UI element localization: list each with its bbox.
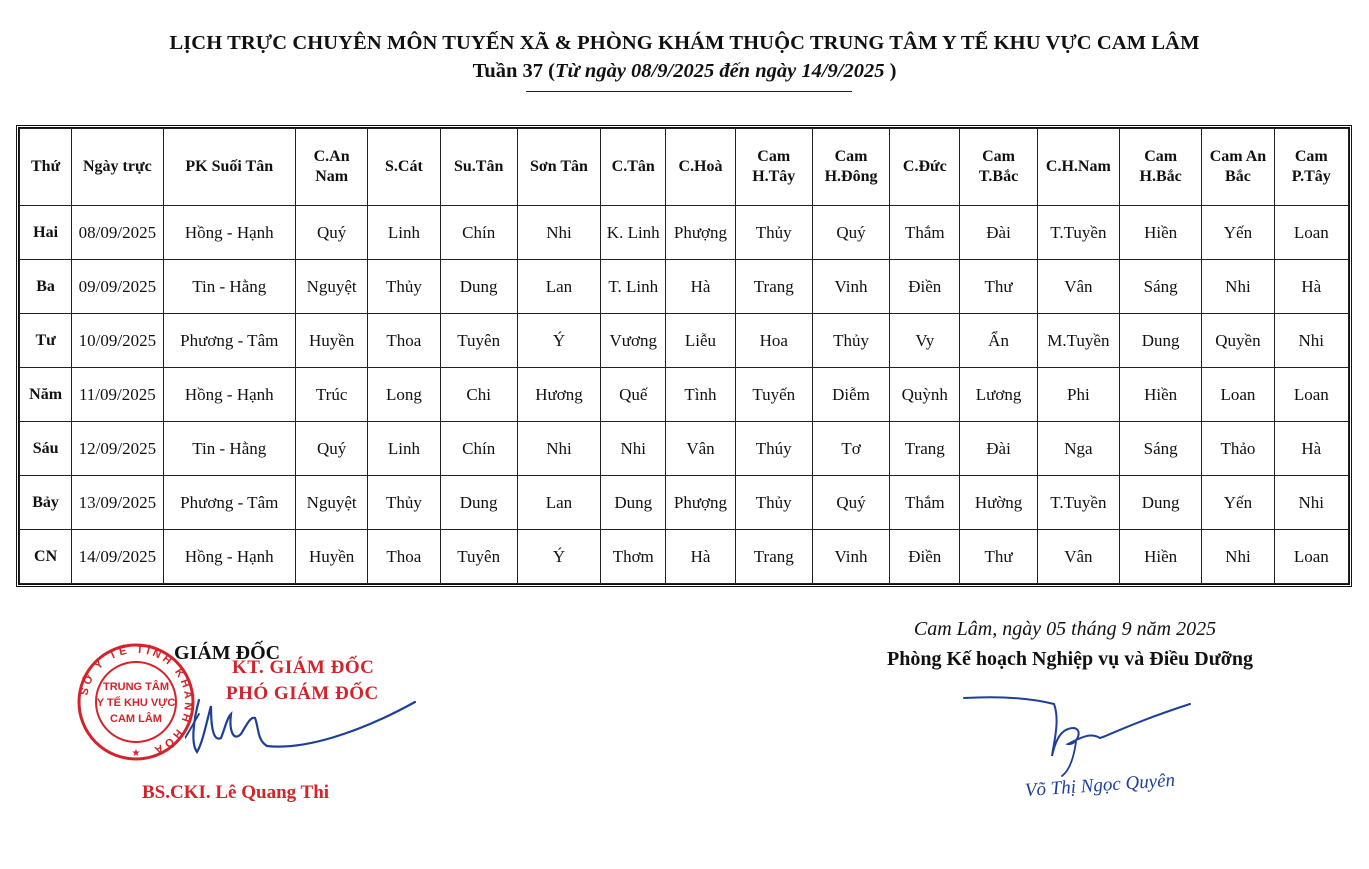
staff-cell: Lan (517, 476, 600, 530)
day-cell: Ba (20, 260, 72, 314)
staff-cell: Nhi (601, 422, 666, 476)
document-title: LỊCH TRỰC CHUYÊN MÔN TUYẾN XÃ & PHÒNG KHÁM THUỘC TRUNG TÂM Y TẾ KHU VỰC CAM LÂM (169, 32, 1200, 54)
range-open: ( (548, 60, 555, 82)
week-label: Tuần 37 (472, 60, 544, 82)
staff-cell: T.Tuyền (1037, 476, 1119, 530)
col-header: S.Cát (368, 129, 440, 206)
staff-cell: Trang (735, 530, 812, 584)
staff-cell: Hà (666, 260, 735, 314)
staff-cell: Tuyến (735, 368, 812, 422)
svg-text:★: ★ (131, 748, 141, 759)
staff-cell: M.Tuyền (1037, 314, 1119, 368)
staff-cell: Thúy (735, 422, 812, 476)
staff-cell: Nhi (1274, 314, 1348, 368)
table-header-row (20, 129, 1349, 206)
staff-cell: Thắm (890, 206, 960, 260)
staff-cell: Loan (1274, 368, 1348, 422)
staff-cell: Yến (1202, 476, 1274, 530)
staff-cell: Loan (1202, 368, 1274, 422)
col-header: C.H.Nam (1037, 129, 1119, 206)
staff-cell: Dung (440, 260, 517, 314)
date-cell: 10/09/2025 (72, 314, 163, 368)
table-row (20, 476, 1349, 530)
staff-cell: Vân (1037, 530, 1119, 584)
col-header: Ngày trực (72, 129, 163, 206)
staff-cell: Nga (1037, 422, 1119, 476)
staff-cell: Nhi (517, 206, 600, 260)
staff-cell: Tin - Hằng (163, 260, 295, 314)
staff-cell: Nhi (1274, 476, 1348, 530)
staff-cell: Linh (368, 422, 440, 476)
table-row (20, 368, 1349, 422)
staff-cell: Ý (517, 314, 600, 368)
staff-cell: Thủy (368, 260, 440, 314)
staff-cell: Yến (1202, 206, 1274, 260)
staff-cell: Hường (960, 476, 1037, 530)
staff-cell: Loan (1274, 530, 1348, 584)
staff-cell: Sáng (1120, 260, 1202, 314)
staff-cell: Vinh (812, 530, 889, 584)
staff-cell: Điền (890, 530, 960, 584)
table-row (20, 260, 1349, 314)
staff-cell: Hà (1274, 260, 1348, 314)
col-header: Cam An Bắc (1202, 129, 1274, 206)
col-header: Cam H.Bắc (1120, 129, 1202, 206)
staff-cell: Lương (960, 368, 1037, 422)
staff-cell: K. Linh (601, 206, 666, 260)
staff-cell: Hồng - Hạnh (163, 530, 295, 584)
staff-cell: Hồng - Hạnh (163, 206, 295, 260)
staff-cell: Ý (517, 530, 600, 584)
staff-cell: Đài (960, 206, 1037, 260)
col-header: C.Đức (890, 129, 960, 206)
staff-cell: Quý (296, 206, 368, 260)
staff-cell: Vy (890, 314, 960, 368)
staff-cell: Thoa (368, 530, 440, 584)
staff-cell: Tơ (812, 422, 889, 476)
svg-text:Y TẾ KHU VỰC: Y TẾ KHU VỰC (96, 697, 176, 709)
staff-cell: Chi (440, 368, 517, 422)
staff-cell: Hoa (735, 314, 812, 368)
range-close: ) (889, 60, 897, 82)
staff-cell: Hiền (1120, 368, 1202, 422)
staff-cell: Nhi (517, 422, 600, 476)
staff-cell: Đài (960, 422, 1037, 476)
staff-cell: Tình (666, 368, 735, 422)
subtitle-underline (526, 91, 852, 92)
staff-cell: Dung (1120, 476, 1202, 530)
department-name: Phòng Kế hoạch Nghiệp vụ và Điều Dưỡng (887, 648, 1253, 670)
department-signature-icon (958, 690, 1198, 780)
staff-cell: Long (368, 368, 440, 422)
place-date: Cam Lâm, ngày 05 tháng 9 năm 2025 (913, 618, 1217, 640)
table-row (20, 530, 1349, 584)
col-header: PK Suối Tân (163, 129, 295, 206)
date-cell: 13/09/2025 (72, 476, 163, 530)
date-range: Từ ngày 08/9/2025 đến ngày 14/9/2025 (555, 60, 885, 82)
table-row (20, 314, 1349, 368)
staff-cell: Nguyệt (296, 260, 368, 314)
staff-cell: Thoa (368, 314, 440, 368)
day-cell: CN (20, 530, 72, 584)
staff-cell: Phượng (666, 206, 735, 260)
staff-cell: Dung (1120, 314, 1202, 368)
day-cell: Tư (20, 314, 72, 368)
staff-cell: Dung (440, 476, 517, 530)
col-header: C.Hoà (666, 129, 735, 206)
col-header: Cam H.Tây (735, 129, 812, 206)
staff-cell: Thủy (735, 206, 812, 260)
staff-cell: Thư (960, 260, 1037, 314)
staff-cell: Phương - Tâm (163, 314, 295, 368)
staff-cell: Tin - Hằng (163, 422, 295, 476)
department-signer-name: Võ Thị Ngọc Quyên (1024, 769, 1176, 802)
deputy-director-label: PHÓ GIÁM ĐỐC (226, 683, 379, 704)
date-cell: 14/09/2025 (72, 530, 163, 584)
staff-cell: Quý (812, 206, 889, 260)
col-header: Cam T.Bắc (960, 129, 1037, 206)
staff-cell: Liễu (666, 314, 735, 368)
staff-cell: Thủy (368, 476, 440, 530)
col-header: Cam H.Đông (812, 129, 889, 206)
staff-cell: Hiền (1120, 206, 1202, 260)
table-body (20, 206, 1349, 584)
director-title: GIÁM ĐỐC (174, 642, 281, 664)
date-cell: 09/09/2025 (72, 260, 163, 314)
staff-cell: Thắm (890, 476, 960, 530)
schedule-table-frame (16, 125, 1352, 587)
kt-director-label: KT. GIÁM ĐỐC (232, 657, 375, 678)
date-cell: 08/09/2025 (72, 206, 163, 260)
staff-cell: Trang (890, 422, 960, 476)
day-cell: Hai (20, 206, 72, 260)
director-signature-icon (185, 694, 425, 764)
staff-cell: Thủy (812, 314, 889, 368)
staff-cell: Sáng (1120, 422, 1202, 476)
director-name: BS.CKI. Lê Quang Thi (142, 782, 330, 803)
staff-cell: Chín (440, 206, 517, 260)
staff-cell: Quỳnh (890, 368, 960, 422)
staff-cell: Thư (960, 530, 1037, 584)
staff-cell: Nguyệt (296, 476, 368, 530)
svg-text:SỞ Y TẾ TỈNH KHÁNH HÒA: SỞ Y TẾ TỈNH KHÁNH HÒA (78, 643, 195, 758)
staff-cell: Tuyên (440, 314, 517, 368)
staff-cell: Vinh (812, 260, 889, 314)
staff-cell: Linh (368, 206, 440, 260)
staff-cell: Huyền (296, 530, 368, 584)
table-row (20, 422, 1349, 476)
staff-cell: T.Tuyền (1037, 206, 1119, 260)
staff-cell: Vân (1037, 260, 1119, 314)
staff-cell: Quý (812, 476, 889, 530)
staff-cell: Vương (601, 314, 666, 368)
staff-cell: Trúc (296, 368, 368, 422)
col-header: Cam P.Tây (1274, 129, 1348, 206)
col-header: C.Tân (601, 129, 666, 206)
svg-text:CAM LÂM: CAM LÂM (110, 713, 162, 725)
staff-cell: Vân (666, 422, 735, 476)
col-header: Su.Tân (440, 129, 517, 206)
staff-cell: Diễm (812, 368, 889, 422)
document-subtitle (0, 60, 1369, 83)
staff-cell: Hương (517, 368, 600, 422)
svg-text:TRUNG TÂM: TRUNG TÂM (103, 681, 169, 693)
staff-cell: Hà (1274, 422, 1348, 476)
staff-cell: Tuyên (440, 530, 517, 584)
staff-cell: Quý (296, 422, 368, 476)
col-header: C.An Nam (296, 129, 368, 206)
staff-cell: Quyền (1202, 314, 1274, 368)
staff-cell: Quế (601, 368, 666, 422)
staff-cell: Hiền (1120, 530, 1202, 584)
date-cell: 12/09/2025 (72, 422, 163, 476)
staff-cell: Thủy (735, 476, 812, 530)
staff-cell: Dung (601, 476, 666, 530)
staff-cell: Thảo (1202, 422, 1274, 476)
staff-cell: Thơm (601, 530, 666, 584)
date-cell: 11/09/2025 (72, 368, 163, 422)
staff-cell: Nhi (1202, 530, 1274, 584)
col-header: Sơn Tân (517, 129, 600, 206)
staff-cell: Ẩn (960, 314, 1037, 368)
day-cell: Năm (20, 368, 72, 422)
staff-cell: Phương - Tâm (163, 476, 295, 530)
staff-cell: Loan (1274, 206, 1348, 260)
staff-cell: Phi (1037, 368, 1119, 422)
day-cell: Sáu (20, 422, 72, 476)
staff-cell: Phượng (666, 476, 735, 530)
staff-cell: Huyền (296, 314, 368, 368)
staff-cell: Hồng - Hạnh (163, 368, 295, 422)
staff-cell: Chín (440, 422, 517, 476)
col-header: Thứ (20, 129, 72, 206)
staff-cell: T. Linh (601, 260, 666, 314)
schedule-table (19, 128, 1349, 584)
staff-cell: Nhi (1202, 260, 1274, 314)
staff-cell: Hà (666, 530, 735, 584)
staff-cell: Lan (517, 260, 600, 314)
day-cell: Bảy (20, 476, 72, 530)
staff-cell: Điền (890, 260, 960, 314)
staff-cell: Trang (735, 260, 812, 314)
table-row (20, 206, 1349, 260)
